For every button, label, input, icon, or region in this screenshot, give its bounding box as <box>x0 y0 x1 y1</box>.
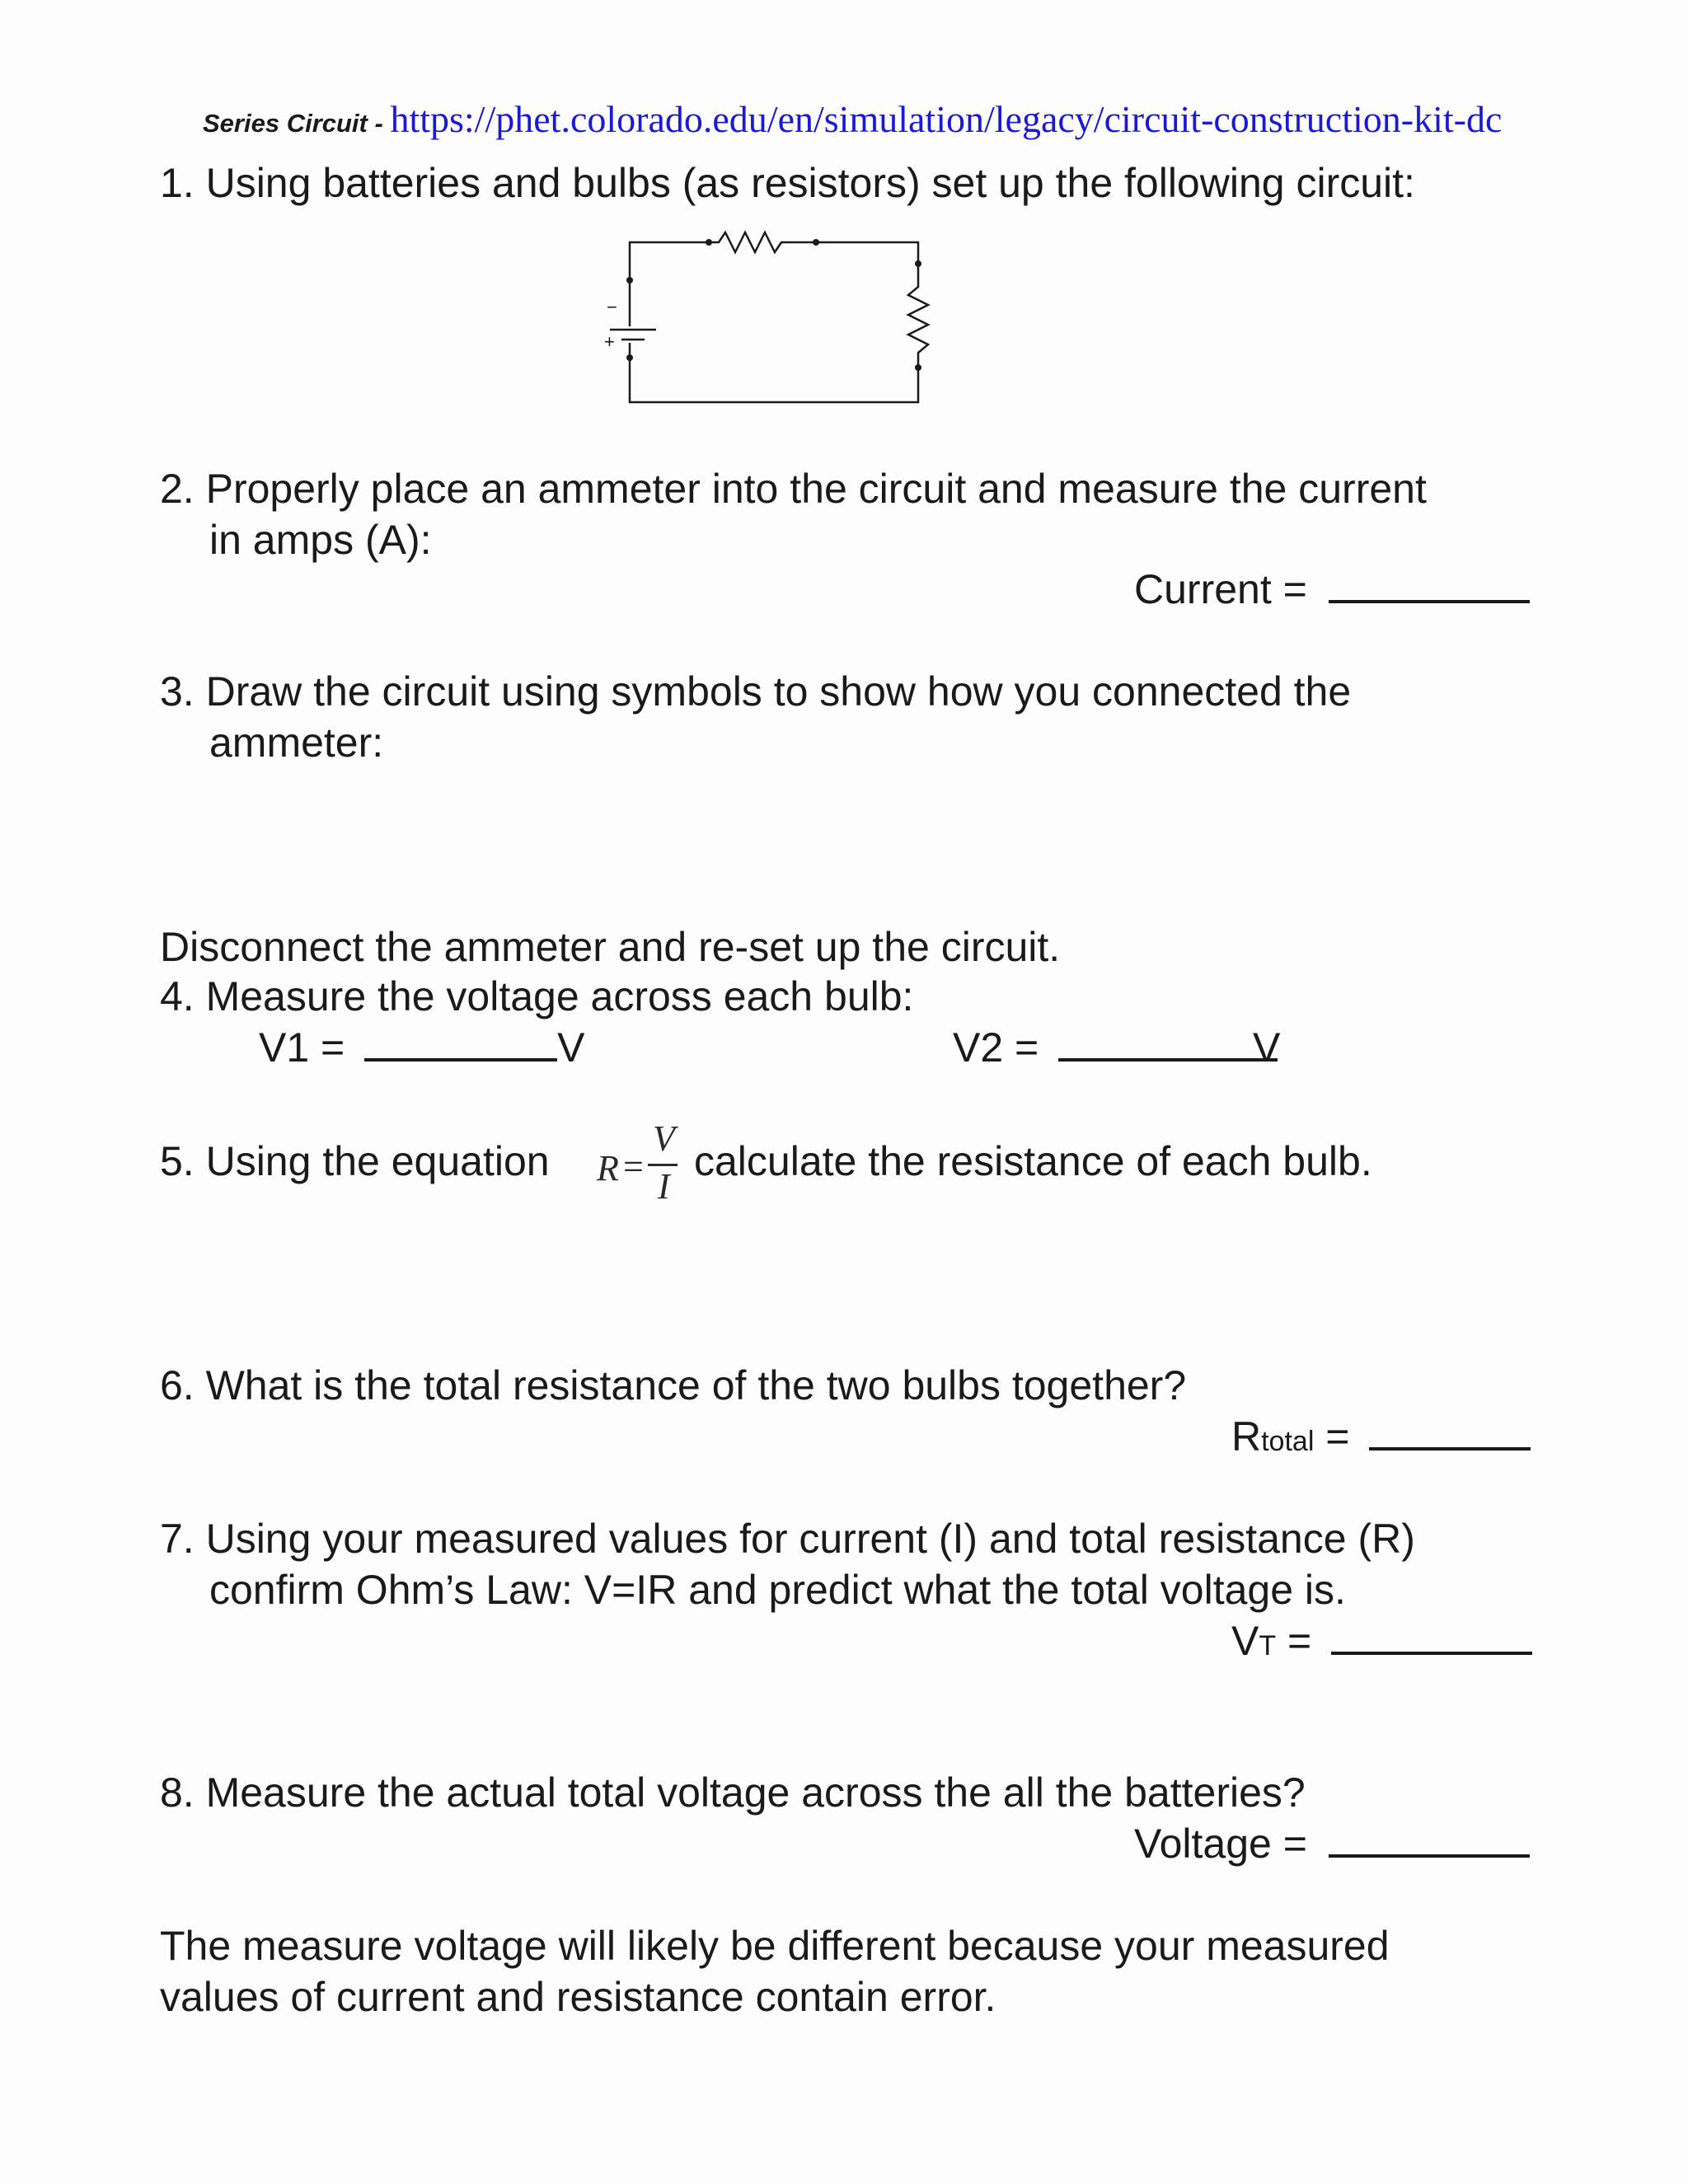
question-2-line-2: in amps (A): <box>209 517 432 563</box>
node-dot <box>706 239 712 246</box>
right-resistor-zigzag <box>908 264 928 368</box>
r-total-answer-blank[interactable] <box>1369 1411 1531 1451</box>
vt-subscript: T <box>1259 1630 1277 1661</box>
v2-answer <box>953 1022 1281 1073</box>
r-total-label: R <box>1231 1413 1262 1460</box>
v1-unit: V <box>557 1024 585 1071</box>
v2-answer-blank[interactable] <box>1058 1022 1278 1062</box>
current-answer <box>1134 564 1530 615</box>
top-resistor-zigzag <box>709 232 816 252</box>
disconnect-instruction: Disconnect the ammeter and re-set up the circuit. <box>160 924 1061 970</box>
question-1: 1. Using batteries and bulbs (as resistors) set up the following circuit: <box>160 160 1415 206</box>
question-6: 6. What is the total resistance of the two bulbs together? <box>160 1362 1187 1408</box>
series-circuit-label: Series Circuit - <box>203 109 383 138</box>
series-circuit-diagram <box>577 223 940 412</box>
v2-unit: V <box>1253 1024 1281 1071</box>
question-3-line-1: 3. Draw the circuit using symbols to show how you connected the <box>160 668 1352 715</box>
r-total-subscript: total <box>1261 1426 1315 1457</box>
conclusion-line-2: values of current and resistance contain error. <box>160 1974 996 2020</box>
circuit-wire-bottom <box>630 343 918 402</box>
worksheet-header <box>203 97 1502 141</box>
question-5-prefix: 5. Using the equation <box>160 1138 550 1184</box>
voltage-answer-blank[interactable] <box>1329 1818 1530 1858</box>
question-4: 4. Measure the voltage across each bulb: <box>160 973 914 1019</box>
resistance-equation <box>593 1118 684 1213</box>
node-dot <box>626 277 633 284</box>
vt-equals: = <box>1287 1618 1312 1664</box>
v1-answer <box>259 1022 585 1073</box>
equation-numerator: V <box>653 1118 675 1159</box>
voltage-answer <box>1134 1818 1530 1869</box>
battery-minus-sign: − <box>607 297 617 317</box>
voltage-label: Voltage = <box>1134 1821 1307 1867</box>
v1-answer-blank[interactable] <box>364 1022 557 1062</box>
circuit-wire-right-top <box>816 242 918 264</box>
r-total-answer <box>1231 1411 1531 1467</box>
equation-r: R <box>597 1148 619 1188</box>
conclusion-line-1: The measure voltage will likely be different because your measured <box>160 1923 1390 1969</box>
phet-simulation-link[interactable]: https://phet.colorado.edu/en/simulation/legacy/circuit-construction-kit-dc <box>390 98 1503 140</box>
question-7-line-1: 7. Using your measured values for current (I) and total resistance (R) <box>160 1516 1415 1562</box>
equation-equals: = <box>623 1146 644 1187</box>
question-2-line-1: 2. Properly place an ammeter into the circuit and measure the current <box>160 466 1427 512</box>
current-label: Current = <box>1134 566 1307 612</box>
vt-answer-blank[interactable] <box>1331 1615 1532 1655</box>
node-dot <box>813 239 819 246</box>
question-8: 8. Measure the actual total voltage across the all the batteries? <box>160 1769 1306 1816</box>
r-total-equals: = <box>1325 1413 1350 1460</box>
node-dot <box>915 364 921 371</box>
node-dot <box>915 260 921 267</box>
question-5-suffix: calculate the resistance of each bulb. <box>694 1138 1372 1184</box>
circuit-wire-left-top <box>630 242 709 326</box>
equation-denominator: I <box>658 1166 670 1207</box>
node-dot <box>626 354 633 361</box>
vt-answer <box>1231 1615 1532 1671</box>
battery-plus-sign: + <box>604 331 615 352</box>
current-answer-blank[interactable] <box>1329 564 1530 603</box>
v2-label: V2 = <box>953 1024 1039 1071</box>
question-7-line-2: confirm Ohm’s Law: V=IR and predict what the total voltage is. <box>209 1567 1346 1613</box>
question-3-line-2: ammeter: <box>209 719 384 766</box>
vt-label: V <box>1231 1618 1259 1664</box>
v1-label: V1 = <box>259 1024 345 1071</box>
